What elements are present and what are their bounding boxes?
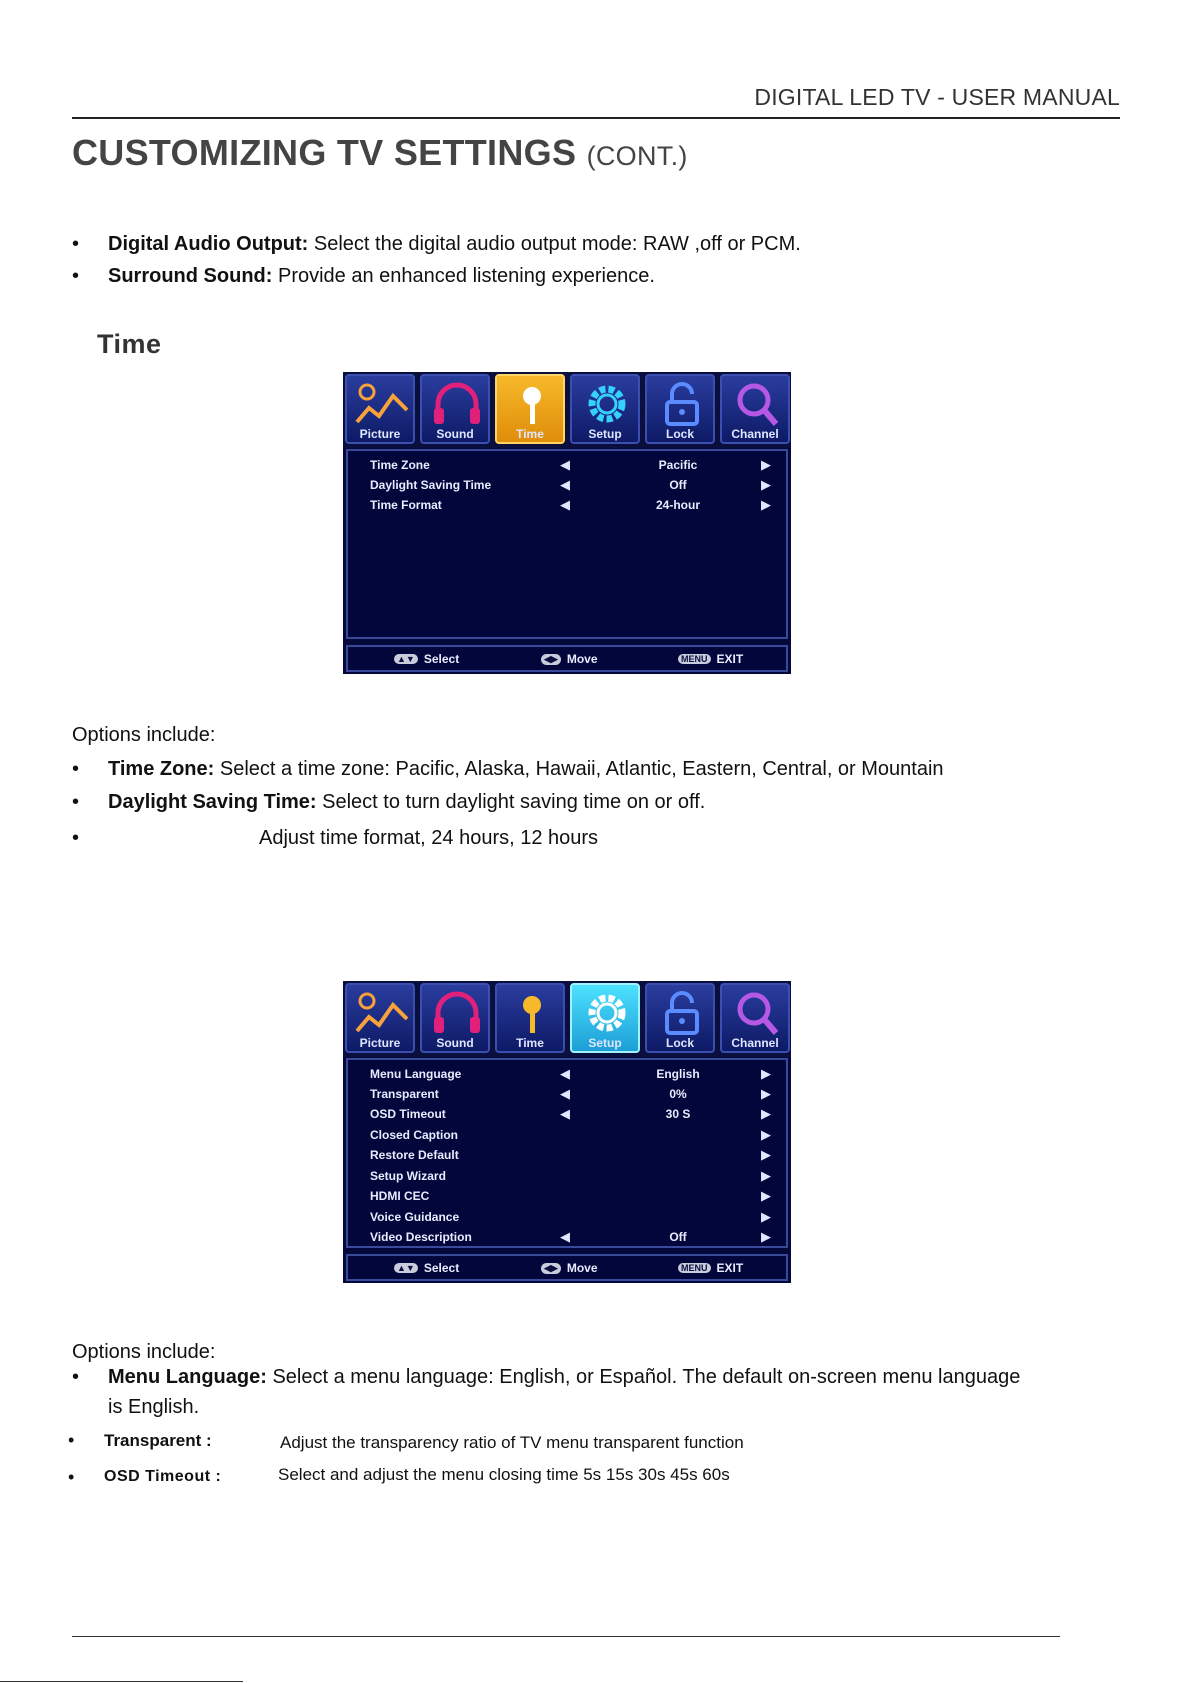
gear-icon bbox=[580, 380, 634, 428]
tab-channel bbox=[720, 374, 790, 444]
move-hint-label: Move bbox=[566, 1261, 598, 1275]
options-label: Options include: bbox=[72, 724, 216, 746]
tab-lock bbox=[645, 374, 715, 444]
menu-row-hdmi-cec[interactable] bbox=[348, 1187, 786, 1207]
clock-pin-icon bbox=[505, 989, 559, 1037]
arrow-right-icon: ▶ bbox=[761, 477, 771, 492]
menu-row-transparent[interactable] bbox=[348, 1085, 786, 1105]
menu-row-label: Transparent bbox=[370, 1087, 439, 1101]
arrow-left-icon: ◀ bbox=[560, 1086, 570, 1101]
menu-row-value: Pacific bbox=[658, 458, 698, 472]
menu-row-value: English bbox=[656, 1067, 700, 1081]
tab-label: Setup bbox=[588, 1036, 622, 1050]
arrow-left-icon: ◀ bbox=[560, 457, 570, 472]
tab-label: Lock bbox=[665, 1036, 694, 1050]
headphones-icon bbox=[430, 380, 484, 428]
bullet-term: Surround Sound: bbox=[108, 265, 273, 287]
exit-hint bbox=[678, 1261, 743, 1275]
tab-channel bbox=[720, 983, 790, 1053]
bullet-menu-language-cont: is English. bbox=[108, 1396, 200, 1418]
arrow-right-icon: ▶ bbox=[761, 1209, 771, 1224]
bullet-dot: • bbox=[68, 1467, 75, 1487]
menu-body bbox=[346, 1058, 788, 1248]
headphones-icon bbox=[430, 989, 484, 1037]
arrow-left-icon: ◀ bbox=[560, 1229, 570, 1244]
tab-label: Time bbox=[516, 427, 544, 441]
bullet-term: Menu Language: bbox=[108, 1366, 267, 1388]
lock-icon bbox=[655, 989, 709, 1037]
tab-sound bbox=[420, 983, 490, 1053]
bullet-dot: • bbox=[72, 265, 80, 287]
bullet-term: Daylight Saving Time: bbox=[108, 791, 317, 813]
arrow-right-icon: ▶ bbox=[761, 1229, 771, 1244]
bullet-dot: • bbox=[72, 758, 80, 780]
arrow-right-icon: ▶ bbox=[761, 1168, 771, 1183]
menu-row-voice-guidance[interactable] bbox=[348, 1208, 786, 1228]
menu-row-label: Setup Wizard bbox=[370, 1169, 446, 1183]
arrow-right-icon: ▶ bbox=[761, 1086, 771, 1101]
tab-setup bbox=[570, 983, 640, 1053]
menu-row-osd-timeout[interactable] bbox=[348, 1105, 786, 1125]
menu-row-label: Daylight Saving Time bbox=[370, 478, 492, 492]
tab-time bbox=[495, 983, 565, 1053]
bullet-surround-sound bbox=[108, 265, 655, 288]
tab-label: Sound bbox=[436, 427, 474, 441]
bullet-desc: Select the digital audio output mode: RAW ,off or PCM. bbox=[313, 233, 801, 255]
header-rule bbox=[72, 117, 1120, 119]
bullet-dot: • bbox=[72, 1366, 80, 1388]
bullet-dot: • bbox=[72, 827, 80, 849]
menu-row-label: Voice Guidance bbox=[370, 1210, 460, 1224]
bullet-dot: • bbox=[72, 791, 80, 813]
menu-row-label: Restore Default bbox=[370, 1148, 459, 1162]
bullet-desc: Adjust time format, 24 hours, 12 hours bbox=[259, 827, 599, 849]
exit-hint-label: EXIT bbox=[716, 1261, 744, 1275]
menu-tab-bar bbox=[343, 372, 791, 448]
tab-lock bbox=[645, 983, 715, 1053]
menu-row-label: HDMI CEC bbox=[370, 1189, 430, 1203]
menu-row-label: OSD Timeout bbox=[370, 1107, 446, 1121]
left-right-icon: ◀▶ bbox=[541, 654, 561, 665]
options-label: Options include: bbox=[72, 1341, 216, 1363]
menu-row-time-format[interactable] bbox=[348, 496, 786, 516]
tab-label: Channel bbox=[731, 1036, 779, 1050]
menu-row-value: 24-hour bbox=[655, 498, 700, 512]
menu-body bbox=[346, 449, 788, 639]
up-down-icon: ▲▼ bbox=[394, 1263, 418, 1273]
bullet-time-zone bbox=[108, 758, 944, 781]
tab-label: Lock bbox=[665, 427, 694, 441]
lock-icon bbox=[655, 380, 709, 428]
tab-time bbox=[495, 374, 565, 444]
menu-row-value: 30 S bbox=[665, 1107, 691, 1121]
arrow-left-icon: ◀ bbox=[560, 497, 570, 512]
tab-picture bbox=[345, 983, 415, 1053]
header-title: DIGITAL LED TV - USER MANUAL bbox=[754, 84, 1120, 110]
arrow-right-icon: ▶ bbox=[761, 1127, 771, 1142]
arrow-right-icon: ▶ bbox=[761, 457, 771, 472]
select-hint-label: Select bbox=[423, 652, 460, 666]
menu-footer-bar bbox=[346, 645, 788, 672]
menu-row-value: 0% bbox=[669, 1087, 687, 1101]
picture-icon bbox=[355, 380, 409, 428]
tab-label: Setup bbox=[588, 427, 622, 441]
tab-setup bbox=[570, 374, 640, 444]
menu-key-icon: MENU bbox=[678, 1263, 711, 1273]
arrow-right-icon: ▶ bbox=[761, 1066, 771, 1081]
up-down-icon: ▲▼ bbox=[394, 654, 418, 664]
gear-icon bbox=[580, 989, 634, 1037]
page-title bbox=[72, 132, 688, 174]
move-hint-label: Move bbox=[566, 652, 598, 666]
tab-label: Picture bbox=[359, 427, 401, 441]
menu-footer-bar bbox=[346, 1254, 788, 1281]
tab-sound bbox=[420, 374, 490, 444]
bullet-digital-audio-output bbox=[108, 233, 801, 256]
bullet-desc: Provide an enhanced listening experience. bbox=[277, 265, 655, 287]
left-right-icon: ◀▶ bbox=[541, 1263, 561, 1274]
exit-hint bbox=[678, 652, 743, 666]
menu-row-label: Video Description bbox=[370, 1230, 472, 1244]
setup-menu-screenshot bbox=[343, 981, 791, 1283]
menu-row-value: Off bbox=[669, 478, 687, 492]
page-title-main: CUSTOMIZING TV SETTINGS bbox=[72, 132, 577, 173]
bullet-time-format bbox=[259, 827, 598, 850]
bullet-dot: • bbox=[72, 233, 80, 255]
menu-row-label: Closed Caption bbox=[370, 1128, 459, 1142]
clock-pin-icon bbox=[505, 380, 559, 428]
tab-label: Time bbox=[516, 1036, 544, 1050]
tab-label: Channel bbox=[731, 427, 779, 441]
transparent-term: Transparent : bbox=[104, 1431, 212, 1450]
select-hint bbox=[394, 1261, 459, 1275]
tab-picture bbox=[345, 374, 415, 444]
menu-key-icon: MENU bbox=[678, 654, 711, 664]
arrow-right-icon: ▶ bbox=[761, 1106, 771, 1121]
bullet-term: Digital Audio Output: bbox=[108, 233, 309, 255]
arrow-left-icon: ◀ bbox=[560, 1106, 570, 1121]
select-hint-label: Select bbox=[423, 1261, 460, 1275]
magnifier-icon bbox=[730, 380, 784, 428]
arrow-right-icon: ▶ bbox=[761, 497, 771, 512]
menu-row-setup-wizard[interactable] bbox=[348, 1167, 786, 1187]
arrow-left-icon: ◀ bbox=[560, 1066, 570, 1081]
menu-row-video-description[interactable] bbox=[348, 1228, 786, 1248]
exit-hint-label: EXIT bbox=[716, 652, 744, 666]
menu-tab-bar bbox=[343, 981, 791, 1057]
osd-timeout-term: OSD Timeout : bbox=[104, 1468, 222, 1485]
menu-row-time-zone[interactable] bbox=[348, 456, 786, 476]
menu-row-label: Time Format bbox=[370, 498, 442, 512]
magnifier-icon bbox=[730, 989, 784, 1037]
arrow-right-icon: ▶ bbox=[761, 1188, 771, 1203]
menu-row-restore-default[interactable] bbox=[348, 1146, 786, 1166]
menu-row-label: Time Zone bbox=[370, 458, 430, 472]
arrow-left-icon: ◀ bbox=[560, 477, 570, 492]
menu-row-daylight-saving-time[interactable] bbox=[348, 476, 786, 496]
picture-icon bbox=[355, 989, 409, 1037]
transparent-desc: Adjust the transparency ratio of TV menu transparent function bbox=[280, 1433, 744, 1452]
menu-row-label: Menu Language bbox=[370, 1067, 462, 1081]
time-menu-screenshot bbox=[343, 372, 791, 674]
footer-rule bbox=[72, 1636, 1060, 1637]
footer-rule-short bbox=[0, 1681, 243, 1682]
bullet-desc: Select a time zone: Pacific, Alaska, Hawaii, Atlantic, Eastern, Central, or Mountain bbox=[219, 758, 944, 780]
bullet-desc: Select to turn daylight saving time on or off. bbox=[322, 791, 706, 813]
menu-row-value: Off bbox=[669, 1230, 687, 1244]
move-hint bbox=[541, 1261, 598, 1275]
section-heading-time: Time bbox=[97, 329, 162, 359]
menu-row-closed-caption[interactable] bbox=[348, 1126, 786, 1146]
bullet-menu-language bbox=[108, 1366, 1020, 1389]
bullet-daylight-saving-time bbox=[108, 791, 705, 814]
tab-label: Sound bbox=[436, 1036, 474, 1050]
bullet-dot: • bbox=[68, 1430, 75, 1450]
bullet-desc: Select a menu language: English, or Español. The default on-screen menu language bbox=[272, 1366, 1021, 1388]
bullet-term: Time Zone: bbox=[108, 758, 215, 780]
select-hint bbox=[394, 652, 459, 666]
page-title-suffix: (CONT.) bbox=[586, 141, 688, 171]
osd-timeout-desc: Select and adjust the menu closing time 5s 15s 30s 45s 60s bbox=[278, 1465, 730, 1484]
move-hint bbox=[541, 652, 598, 666]
tab-label: Picture bbox=[359, 1036, 401, 1050]
arrow-right-icon: ▶ bbox=[761, 1147, 771, 1162]
menu-row-menu-language[interactable] bbox=[348, 1065, 786, 1085]
